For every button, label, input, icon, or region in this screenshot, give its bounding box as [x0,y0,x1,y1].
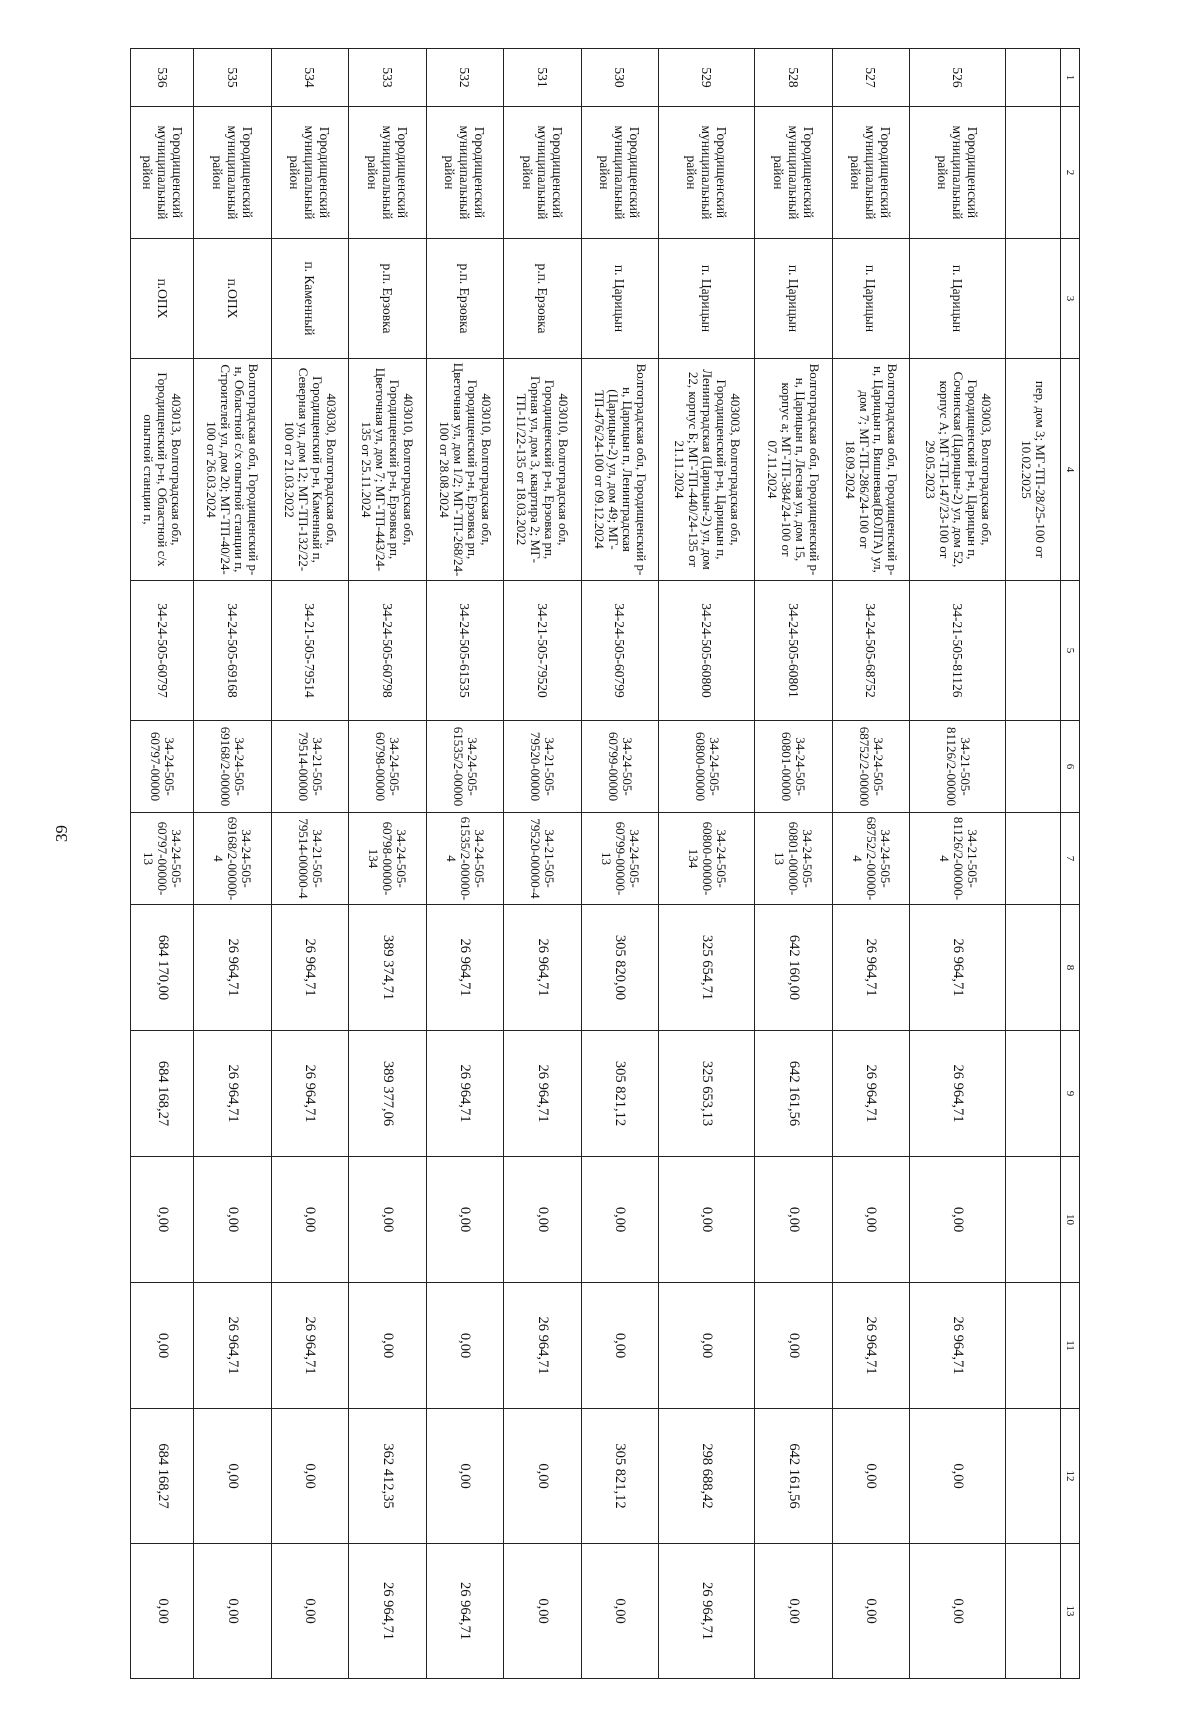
cadastral-number-cell: 34-21-505-81126 [910,581,1006,721]
district-cell: Городищенский муниципальный район [504,107,582,239]
address-cell: 403030, Волгоградская обл, Городищенский р-н, Каменный п, Северная ул, дом 12; МГ-ТП-132/22-100 от 21.03.2022 [271,359,349,581]
amount-column-9-cell: 26 964,71 [271,1031,349,1157]
amount-column-8-cell: 26 964,71 [832,905,910,1031]
row-number-cell: 527 [832,49,910,107]
locality-cell: п. Царицын [659,239,755,359]
address-cell: 403003, Волгоградская обл, Городищенский р-н, Царицын п, Сочинская (Царицын-2) ул, дом 52, корпус А; МГ-ТП-147/23-100 от 29.05.2023 [910,359,1006,581]
id-column-7-cell: 34-21-505-81126/2-00000-4 [910,813,1006,905]
data-table [130,48,1080,1679]
column-number: 5 [1061,581,1080,721]
amount-column-9-cell: 26 964,71 [832,1031,910,1157]
district-cell: Городищенский муниципальный район [832,107,910,239]
cadastral-number-cell: 34-24-505-69168 [194,581,272,721]
cadastral-number-cell: 34-24-505-60799 [581,581,659,721]
amount-column-10-cell: 0,00 [910,1157,1006,1283]
amount-column-8-cell: 26 964,71 [271,905,349,1031]
amount-column-12-cell: 362 412,35 [349,1409,427,1544]
amount-column-13-cell: 0,00 [832,1544,910,1679]
id-column-6-cell: 34-21-505-79520-00000 [504,721,582,813]
column-number: 4 [1061,359,1080,581]
empty-cell [1006,905,1061,1031]
cadastral-number-cell: 34-21-505-79514 [271,581,349,721]
id-column-6-cell: 34-24-505-60799-00000 [581,721,659,813]
amount-column-10-cell: 0,00 [659,1157,755,1283]
id-column-6-cell: 34-24-505-68752/2-00000 [832,721,910,813]
column-number: 10 [1061,1157,1080,1283]
empty-cell [1006,107,1061,239]
row-number-cell: 535 [194,49,272,107]
amount-column-12-cell: 0,00 [504,1409,582,1544]
amount-column-13-cell: 0,00 [194,1544,272,1679]
locality-cell: п.ОПХ [194,239,272,359]
cadastral-number-cell: 34-21-505-79520 [504,581,582,721]
amount-column-12-cell: 0,00 [832,1409,910,1544]
continuation-address-cell: пер, дом 3; МГ-ТП-28/25-100 от 10.02.2025 [1006,359,1061,581]
id-column-6-cell: 34-24-505-60798-00000 [349,721,427,813]
address-cell: 403010, Волгоградская обл, Городищенский р-н, Ерзовка рп, Цветочная ул, дом 1/2; МГ-ТП-268/24-100 от 28.08.2024 [426,359,504,581]
amount-column-11-cell: 0,00 [131,1283,194,1409]
amount-column-9-cell: 642 161,56 [755,1031,833,1157]
amount-column-12-cell: 0,00 [910,1409,1006,1544]
empty-cell [1006,1544,1061,1679]
amount-column-11-cell: 0,00 [581,1283,659,1409]
locality-cell: п. Царицын [755,239,833,359]
id-column-6-cell: 34-24-505-60797-00000 [131,721,194,813]
cadastral-number-cell: 34-24-505-60800 [659,581,755,721]
column-number: 11 [1061,1283,1080,1409]
address-cell: Волгоградская обл, Городищенский р-н, Царицын п, Ленинградская (Царицын-2) ул, дом 49; МГ-ТП-476/24-100 от 09.12.2024 [581,359,659,581]
id-column-7-cell: 34-21-505-79520-00000-4 [504,813,582,905]
amount-column-12-cell: 305 821,12 [581,1409,659,1544]
table-row [504,49,582,1679]
row-number-cell: 526 [910,49,1006,107]
amount-column-11-cell: 0,00 [755,1283,833,1409]
district-cell: Городищенский муниципальный район [271,107,349,239]
row-number-cell: 530 [581,49,659,107]
column-number: 8 [1061,905,1080,1031]
cadastral-number-cell: 34-24-505-68752 [832,581,910,721]
locality-cell: р.п. Ерзовка [426,239,504,359]
column-number: 12 [1061,1409,1080,1544]
district-cell: Городищенский муниципальный район [581,107,659,239]
table-container [130,48,1080,1678]
locality-cell: р.п. Ерзовка [349,239,427,359]
address-cell: 403010, Волгоградская обл, Городищенский р-н, Ерзовка рп, Горная ул, дом 3, квартира 2; МГ-ТП-11/22-135 от 18.03.2022 [504,359,582,581]
amount-column-9-cell: 26 964,71 [504,1031,582,1157]
id-column-7-cell: 34-24-505-69168/2-00000-4 [194,813,272,905]
table-row [659,49,755,1679]
id-column-6-cell: 34-24-505-60800-00000 [659,721,755,813]
locality-cell: р.п. Ерзовка [504,239,582,359]
amount-column-8-cell: 325 654,71 [659,905,755,1031]
amount-column-13-cell: 0,00 [131,1544,194,1679]
amount-column-9-cell: 389 377,06 [349,1031,427,1157]
cadastral-number-cell: 34-24-505-60801 [755,581,833,721]
column-number-row [1061,49,1080,1679]
address-cell: 403003, Волгоградская обл, Городищенский р-н, Царицын п, Ленинградская (Царицын-2) ул, дом 22, корпус Б; МГ-ТП-440/24-135 от 21.11.2024 [659,359,755,581]
amount-column-11-cell: 26 964,71 [194,1283,272,1409]
table-row [194,49,272,1679]
row-number-cell: 533 [349,49,427,107]
locality-cell: п. Царицын [581,239,659,359]
amount-column-11-cell: 26 964,71 [271,1283,349,1409]
table-body [131,49,1080,1679]
column-number: 1 [1061,49,1080,107]
id-column-6-cell: 34-24-505-61535/2-00000 [426,721,504,813]
id-column-7-cell: 34-21-505-79514-00000-4 [271,813,349,905]
address-cell: 403010, Волгоградская обл, Городищенский р-н, Ерзовка рп, Цветочная ул, дом 7; МГ-ТП-443/24-135 от 25.11.2024 [349,359,427,581]
amount-column-12-cell: 0,00 [271,1409,349,1544]
column-number: 2 [1061,107,1080,239]
district-cell: Городищенский муниципальный район [194,107,272,239]
id-column-7-cell: 34-24-505-60799-00000-13 [581,813,659,905]
amount-column-11-cell: 0,00 [349,1283,427,1409]
district-cell: Городищенский муниципальный район [910,107,1006,239]
locality-cell: п. Каменный [271,239,349,359]
amount-column-11-cell: 0,00 [426,1283,504,1409]
amount-column-8-cell: 305 820,00 [581,905,659,1031]
amount-column-8-cell: 684 170,00 [131,905,194,1031]
column-number: 7 [1061,813,1080,905]
amount-column-10-cell: 0,00 [426,1157,504,1283]
column-number: 9 [1061,1031,1080,1157]
district-cell: Городищенский муниципальный район [349,107,427,239]
amount-column-9-cell: 684 168,27 [131,1031,194,1157]
empty-cell [1006,1157,1061,1283]
row-number-cell: 532 [426,49,504,107]
table-row [755,49,833,1679]
locality-cell: п. Царицын [910,239,1006,359]
amount-column-11-cell: 26 964,71 [504,1283,582,1409]
id-column-7-cell: 34-24-505-60801-00000-13 [755,813,833,905]
page-number: 39 [52,825,71,842]
empty-cell [1006,1031,1061,1157]
empty-cell [1006,1409,1061,1544]
id-column-7-cell: 34-24-505-60797-00000-13 [131,813,194,905]
id-column-7-cell: 34-24-505-60800-00000-134 [659,813,755,905]
cadastral-number-cell: 34-24-505-61535 [426,581,504,721]
id-column-7-cell: 34-24-505-68752/2-00000-4 [832,813,910,905]
amount-column-10-cell: 0,00 [832,1157,910,1283]
row-number-cell: 529 [659,49,755,107]
amount-column-12-cell: 298 688,42 [659,1409,755,1544]
id-column-6-cell: 34-21-505-79514-00000 [271,721,349,813]
amount-column-12-cell: 0,00 [426,1409,504,1544]
column-number: 13 [1061,1544,1080,1679]
empty-cell [1006,721,1061,813]
amount-column-12-cell: 0,00 [194,1409,272,1544]
amount-column-8-cell: 26 964,71 [504,905,582,1031]
id-column-6-cell: 34-24-505-69168/2-00000 [194,721,272,813]
amount-column-11-cell: 26 964,71 [832,1283,910,1409]
empty-cell [1006,1283,1061,1409]
address-cell: Волгоградская обл, Городищенский р-н, Областной с/х опытной станции п, Строителей ул, дом 20; МГ-ТП-40/24-100 от 26.03.2024 [194,359,272,581]
cadastral-number-cell: 34-24-505-60797 [131,581,194,721]
district-cell: Городищенский муниципальный район [426,107,504,239]
row-number-cell: 528 [755,49,833,107]
amount-column-10-cell: 0,00 [349,1157,427,1283]
amount-column-8-cell: 26 964,71 [194,905,272,1031]
amount-column-10-cell: 0,00 [194,1157,272,1283]
empty-cell [1006,581,1061,721]
district-cell: Городищенский муниципальный район [131,107,194,239]
amount-column-8-cell: 389 374,71 [349,905,427,1031]
id-column-7-cell: 34-24-505-60798-00000-134 [349,813,427,905]
amount-column-9-cell: 26 964,71 [194,1031,272,1157]
amount-column-12-cell: 684 168,27 [131,1409,194,1544]
address-cell: 403013, Волгоградская обл, Городищенский р-н, Областной с/х опытной станции п, [131,359,194,581]
amount-column-13-cell: 26 964,71 [349,1544,427,1679]
continuation-row [1006,49,1061,1679]
amount-column-9-cell: 305 821,12 [581,1031,659,1157]
table-row [832,49,910,1679]
amount-column-10-cell: 0,00 [581,1157,659,1283]
amount-column-9-cell: 26 964,71 [910,1031,1006,1157]
amount-column-12-cell: 642 161,56 [755,1409,833,1544]
amount-column-9-cell: 325 653,13 [659,1031,755,1157]
amount-column-10-cell: 0,00 [504,1157,582,1283]
column-number: 6 [1061,721,1080,813]
amount-column-8-cell: 26 964,71 [426,905,504,1031]
amount-column-13-cell: 0,00 [581,1544,659,1679]
table-row [131,49,194,1679]
empty-cell [1006,813,1061,905]
amount-column-13-cell: 0,00 [271,1544,349,1679]
amount-column-9-cell: 26 964,71 [426,1031,504,1157]
amount-column-13-cell: 26 964,71 [659,1544,755,1679]
district-cell: Городищенский муниципальный район [755,107,833,239]
cadastral-number-cell: 34-24-505-60798 [349,581,427,721]
amount-column-13-cell: 0,00 [910,1544,1006,1679]
table-row [349,49,427,1679]
row-number-cell: 536 [131,49,194,107]
table-row [910,49,1006,1679]
locality-cell: п. Царицын [832,239,910,359]
table-row [426,49,504,1679]
amount-column-10-cell: 0,00 [755,1157,833,1283]
id-column-6-cell: 34-24-505-60801-00000 [755,721,833,813]
id-column-7-cell: 34-24-505-61535/2-00000-4 [426,813,504,905]
table-row [581,49,659,1679]
empty-cell [1006,239,1061,359]
amount-column-8-cell: 642 160,00 [755,905,833,1031]
amount-column-10-cell: 0,00 [271,1157,349,1283]
row-number-cell: 534 [271,49,349,107]
id-column-6-cell: 34-21-505-81126/2-00000 [910,721,1006,813]
table-row [271,49,349,1679]
amount-column-13-cell: 0,00 [755,1544,833,1679]
amount-column-8-cell: 26 964,71 [910,905,1006,1031]
amount-column-13-cell: 0,00 [504,1544,582,1679]
amount-column-10-cell: 0,00 [131,1157,194,1283]
district-cell: Городищенский муниципальный район [659,107,755,239]
address-cell: Волгоградская обл, Городищенский р-н, Царицын п, Вишневая(ВОЛГА) ул, дом 7; МГ-ТП-286/24-100 от 18.09.2024 [832,359,910,581]
amount-column-13-cell: 26 964,71 [426,1544,504,1679]
address-cell: Волгоградская обл, Городищенский р-н, Царицын п, Лесная ул, дом 15, корпус а; МГ-ТП-384/24-100 от 07.11.2024 [755,359,833,581]
column-number: 3 [1061,239,1080,359]
row-number-cell: 531 [504,49,582,107]
empty-cell [1006,49,1061,107]
amount-column-11-cell: 26 964,71 [910,1283,1006,1409]
locality-cell: п.ОПХ [131,239,194,359]
amount-column-11-cell: 0,00 [659,1283,755,1409]
